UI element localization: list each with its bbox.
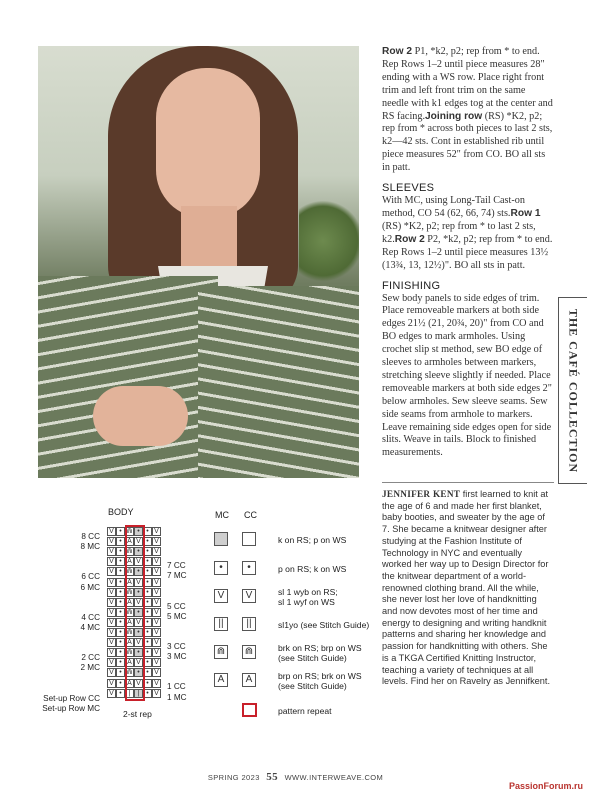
chart-cell: V [134,578,143,587]
chart-cell: V [107,668,116,677]
chart-cell: V [152,689,161,698]
chart-row-label: 6 CC [81,572,100,582]
key-symbol-cc: || [242,617,256,631]
chart-cell: | [125,689,134,698]
chart-cell: • [116,527,125,536]
chart-cell: V [107,598,116,607]
instruction-text: Rep Rows 1–2 until piece measures 28" ending with a WS row. [382,58,545,83]
key-description [278,535,346,545]
chart-row-label: 7 CC [167,561,186,571]
chart-cell: V [152,658,161,667]
chart-row-label: 8 CC [81,532,100,541]
chart-cell: • [116,628,125,637]
chart-cell: A [125,638,134,647]
sweater-right [198,286,359,478]
key-mc-header: MC [215,510,229,520]
chart-cell: • [143,588,152,597]
chart-cell: V [107,638,116,647]
chart-cell: V [152,557,161,566]
chart-cell: • [116,648,125,657]
chart-row-label: 4 MC [80,622,100,632]
chart-cell: A [125,618,134,627]
chart-cell: • [116,567,125,576]
chart-row-label: Set-up Row CC [43,693,100,703]
finishing-heading: FINISHING [382,279,441,292]
chart-row-label: 1 CC [167,682,186,692]
key-symbol-mc [214,532,228,546]
sweater-left [38,276,218,478]
chart-row-label: 3 MC [167,652,187,662]
chart-cell: V [107,527,116,536]
sleeves-heading: SLEEVES [382,182,435,195]
chart-row-label: 2 CC [81,653,100,663]
watermark: PassionForum.ru [508,781,583,791]
chart-row-label: 3 CC [167,642,186,651]
key-symbol-cc: V [242,589,256,603]
section-tab [558,297,587,484]
chart-cell: V [107,628,116,637]
key-symbol-mc: V [214,589,228,603]
instruction-text: (RS) *K2, p2; rep from * across both pieces to last 2 sts, k2—42 sts. [382,110,553,148]
chart-cell: ⋒ [126,588,133,596]
chart-cell: • [134,628,143,637]
chart-cell: V [107,618,116,627]
chart-cell: • [116,658,125,667]
chart-cell: V [107,537,116,546]
chart-cell: • [143,648,152,657]
chart-cell: ⋒ [126,649,133,657]
chart-cell: • [116,598,125,607]
chart-cell: V [152,537,161,546]
chart-row-label: 4 CC [81,612,100,622]
key-description-line: sl 1 wyb on RS; [278,587,338,597]
key-description [278,587,338,608]
key-symbol-cc: ⋒ [242,645,256,659]
chart-cell: ⋒ [126,629,133,636]
chart-cell: V [107,658,116,667]
chart-cell: V [107,648,116,657]
instruction-text: (RS) *K2, p2; rep from * to last 2 sts, k2. [382,220,536,245]
instruction-label: Joining row [425,110,483,122]
chart-cell: • [116,689,125,698]
chart-cell: A [125,658,134,667]
instruction-text: P1, *k2, p2; rep from * to end. [412,46,540,57]
chart-row-label: 2 MC [80,663,100,673]
face [156,68,260,218]
chart-cell: V [134,598,143,607]
chart-cell: • [116,638,125,647]
chart-cell: • [134,567,143,576]
chart-row-label: 6 MC [80,582,100,592]
chart-row-label: Set-up Row MC [42,703,100,713]
chart-cell: | [134,689,143,698]
chart-cell: • [143,598,152,607]
chart-cell: A [125,578,134,587]
chart-cell: • [134,668,143,677]
chart-cell: • [116,537,125,546]
key-symbol-cc [242,532,256,546]
chart-cell: V [152,578,161,587]
chart-cell: • [143,608,152,617]
chart-cell: • [134,608,143,617]
chart-cell: • [143,689,152,698]
bio-divider [382,482,554,483]
key-symbol-mc: A [214,673,228,687]
plant-background [299,196,359,286]
key-symbol-cc: • [242,561,256,575]
pattern-repeat-label: pattern repeat [278,706,332,716]
instruction-text: With MC, using Long-Tail Cast-on method, CO 54 (62, 66, 74) sts. [382,195,525,219]
sleeves-instructions [382,195,554,272]
key-symbol-mc: || [214,617,228,631]
chart-cell: • [143,527,152,536]
key-description [278,671,362,692]
chart-cell: V [107,679,116,688]
body-instructions [382,46,554,175]
key-description-line: k on RS; p on WS [278,535,347,545]
chart-title: BODY [108,507,134,517]
instruction-text: Place right front trim and left front trim on the same needle with k1 edges tog at the center and RS facing. [382,71,553,122]
hand [93,386,188,446]
designer-name: JENNIFER KENT [382,489,461,499]
chart-cell: • [143,638,152,647]
chart-cell: ⋒ [126,608,133,616]
key-cc-header: CC [244,510,257,520]
chart-cell: • [143,547,152,556]
key-description-line: p on RS; k on WS [278,564,347,574]
chart-cell: A [125,557,134,566]
chart-cell: • [116,608,125,617]
chart-cell: V [152,608,161,617]
instruction-label: Row 1 [510,207,541,219]
chart-cell: V [152,618,161,627]
chart-cell: • [143,668,152,677]
chart-cell: • [116,557,125,566]
chart-cell: ⋒ [126,669,133,677]
pattern-repeat-symbol [242,703,257,717]
chart-cell: • [116,668,125,677]
chart-cell: V [107,578,116,587]
chart-cell: • [143,537,152,546]
chart-cell: V [107,557,116,566]
finishing-instructions: Sew body panels to side edges of trim. Place removeable markers at both side edges 21½ (21, 20¾, 20)" from CO and BO edges to mark armholes. Using crochet slip st method, sew BO edge of sleeves to armholes between markers, stretching sleeve slightly if needed. Place removeable markers at both side edges 2" below armholes. Sew sleeve seams. Sew side seams from armhole to markers. Leave remaining side edges open for side slits. Weave in tails. Block to finished measurements. [382,292,552,459]
key-description-line: (see Stitch Guide) [278,681,347,692]
chart-cell: V [152,638,161,647]
issue-label: SPRING 2023 [207,773,260,782]
chart-cell: V [107,608,116,617]
chart-cell: V [107,567,116,576]
chart-cell: • [116,578,125,587]
chart-cell: V [152,628,161,637]
instruction-text: BO all sts in patt. [382,149,546,174]
chart-cell: • [143,567,152,576]
chart-cell: A [125,679,134,688]
page-footer [0,771,591,783]
section-tab-label: THE CAFÉ COLLECTION [566,308,581,473]
neck [181,206,237,266]
chart-cell: A [125,537,134,546]
chart-cell: ⋒ [126,548,133,556]
chart-cell: V [134,537,143,546]
chart-repeat-label: 2-st rep [123,709,152,719]
chart-cell: • [143,578,152,587]
instruction-label: Row 2 [394,233,425,245]
chart-cell: • [116,618,125,627]
chart-cell: V [107,588,116,597]
chart-cell: V [134,557,143,566]
chart-cell: V [152,547,161,556]
model-photo [38,46,359,478]
chart-repeat-box [125,525,145,701]
chart-row-label: 8 MC [80,542,100,552]
instruction-text: Rep Rows 1–2 until piece measures 13½ (13¾, 13, 12½)". [382,246,549,271]
chart-cell: ⋒ [126,528,133,535]
chart-cell: • [116,588,125,597]
chart-row-label: 5 MC [167,611,187,621]
chart-cell: ⋒ [126,568,133,576]
chart-cell: • [134,527,143,536]
chart-cell: • [143,679,152,688]
key-description [278,564,346,574]
designer-bio [382,489,554,688]
key-description-line: brk on RS; brp on WS [278,643,362,653]
chart-cell: V [152,679,161,688]
page-number: 55 [266,771,279,783]
pattern-instructions [382,46,554,460]
key-description-line: sl 1 wyf on WS [278,597,335,608]
chart-cell: V [134,618,143,627]
chart-cell: V [152,668,161,677]
key-description-line: (see Stitch Guide) [278,653,347,664]
chart-cell: V [152,598,161,607]
bio-text: first learned to knit at the age of 6 and made her first blanket, baby booties, and sweater by the age of 7. She became a knitwear designer after studying at the Fashion Institute of Technology in NYC and eventually worked her way up to Design Director for the knitwear department of a world-renowned clothing brand. All the while, she never lost her love of handknitting and now devotes most of her time and energy to designing and writing handknit patterns and sharing her knowledge and passion for handknitting with others. She is a TKGA Certified Knitting Instructor, teaching a variety of techniques at all levels. Find her on Ravelry as Jennifkent. [382,489,551,687]
chart-cell: • [134,648,143,657]
chart-cell: A [125,598,134,607]
instruction-text: BO all sts in patt. [451,259,526,271]
chart-cell: • [116,547,125,556]
chart-row-label: 5 CC [167,601,186,611]
key-symbol-cc: A [242,673,256,687]
instruction-label: Row 2 [382,46,413,57]
chart-cell: • [134,588,143,597]
chart-cell: V [134,679,143,688]
chart-cell: • [143,658,152,667]
chart-cell: V [107,547,116,556]
instruction-text: Cont in established rib until piece measures 52" from CO. [382,136,545,161]
key-description-line: sl1yo (see Stitch Guide) [278,620,370,630]
key-description-line: brp on RS; brk on WS [278,671,362,681]
chart-cell: • [134,547,143,556]
chart-cell: V [134,658,143,667]
chart-cell: V [152,527,161,536]
chart-cell: • [116,679,125,688]
instruction-text: P2, *k2, p2; rep from * to end. [424,233,553,245]
key-symbol-mc: • [214,561,228,575]
chart-cell: • [143,618,152,627]
website-label: WWW.INTERWEAVE.COM [284,773,384,782]
chart-row-label: 7 MC [167,571,187,581]
chart-cell: V [107,689,116,698]
chart-row-label: 1 MC [167,692,187,702]
chart-cell: • [143,557,152,566]
chart-cell: V [152,588,161,597]
key-description [278,643,362,664]
key-description [278,620,369,630]
chart-cell: V [134,638,143,647]
chart-cell: • [143,628,152,637]
key-symbol-mc: ⋒ [214,645,228,659]
chart-cell: V [152,648,161,657]
chart-cell: V [152,567,161,576]
